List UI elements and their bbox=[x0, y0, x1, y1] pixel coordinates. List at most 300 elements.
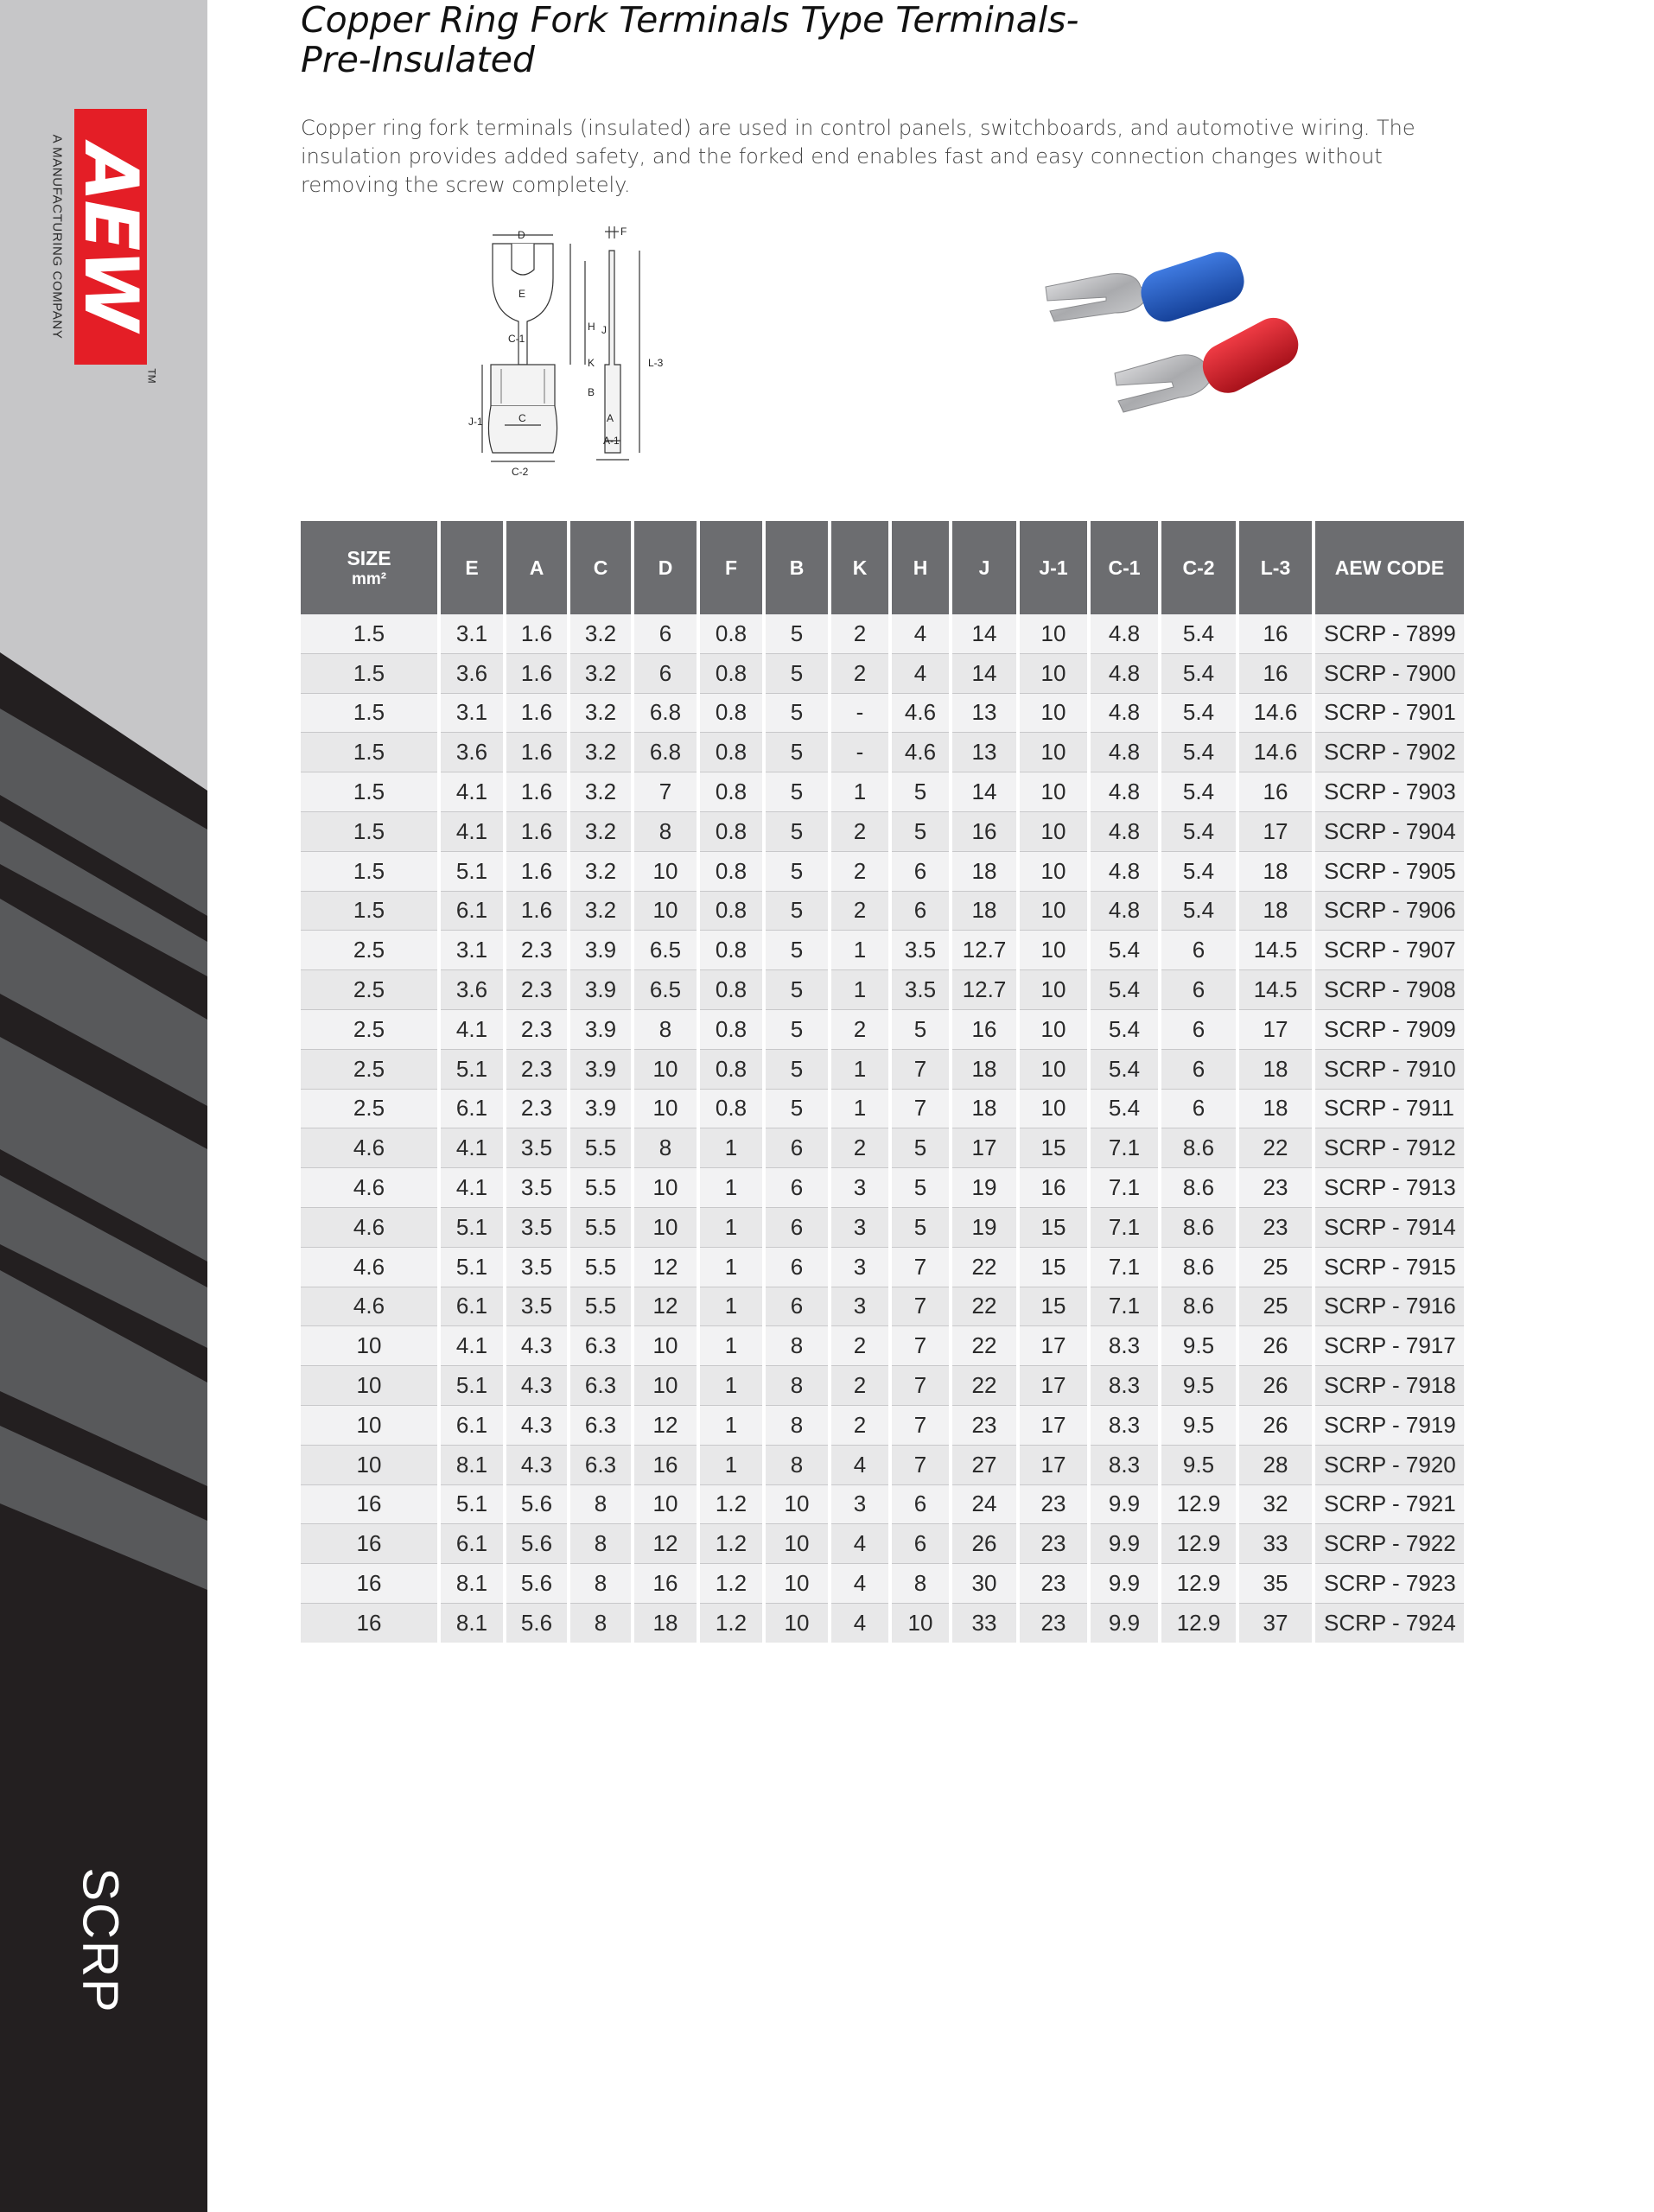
cell-f: 0.8 bbox=[700, 1049, 762, 1089]
header-c2: C-2 bbox=[1161, 521, 1236, 614]
cell-a: 2.3 bbox=[506, 1009, 567, 1049]
cell-code: SCRP - 7905 bbox=[1315, 851, 1464, 891]
table-row bbox=[301, 969, 1464, 1009]
cell-k: 2 bbox=[831, 811, 888, 851]
cell-b: 8 bbox=[766, 1365, 828, 1405]
cell-j: 26 bbox=[952, 1523, 1016, 1563]
intro-paragraph: Copper ring fork terminals (insulated) are used in control panels, switchboards, and automotive wiring. The insulation provides added safety, and the forked end enables fast and easy connection changes without removing the screw completely. bbox=[301, 116, 1415, 197]
cell-h: 5 bbox=[892, 1167, 949, 1207]
cell-j: 30 bbox=[952, 1563, 1016, 1603]
cell-size: 2.5 bbox=[301, 969, 437, 1009]
cell-e: 6.1 bbox=[441, 1523, 503, 1563]
cell-k: 4 bbox=[831, 1445, 888, 1484]
cell-j: 22 bbox=[952, 1287, 1016, 1326]
cell-j1: 10 bbox=[1020, 772, 1087, 811]
cell-j1: 10 bbox=[1020, 732, 1087, 772]
cell-k: 2 bbox=[831, 1405, 888, 1445]
cell-c: 5.5 bbox=[570, 1247, 631, 1287]
cell-l3: 28 bbox=[1239, 1445, 1312, 1484]
cell-c: 3.2 bbox=[570, 653, 631, 693]
cell-j: 27 bbox=[952, 1445, 1016, 1484]
cell-d: 12 bbox=[634, 1405, 697, 1445]
cell-j1: 10 bbox=[1020, 891, 1087, 931]
cell-d: 8 bbox=[634, 1009, 697, 1049]
cell-code: SCRP - 7919 bbox=[1315, 1405, 1464, 1445]
table-row bbox=[301, 1603, 1464, 1643]
cell-c1: 9.9 bbox=[1091, 1603, 1158, 1643]
cell-c1: 9.9 bbox=[1091, 1484, 1158, 1524]
table-row bbox=[301, 1247, 1464, 1287]
cell-c: 3.2 bbox=[570, 851, 631, 891]
cell-k: - bbox=[831, 732, 888, 772]
cell-j: 13 bbox=[952, 693, 1016, 733]
cell-code: SCRP - 7900 bbox=[1315, 653, 1464, 693]
header-f: F bbox=[700, 521, 762, 614]
cell-j: 22 bbox=[952, 1365, 1016, 1405]
cell-j1: 15 bbox=[1020, 1287, 1087, 1326]
cell-code: SCRP - 7924 bbox=[1315, 1603, 1464, 1643]
table-row bbox=[301, 811, 1464, 851]
table-row bbox=[301, 891, 1464, 931]
cell-c1: 4.8 bbox=[1091, 851, 1158, 891]
cell-e: 3.1 bbox=[441, 614, 503, 653]
cell-f: 1 bbox=[700, 1405, 762, 1445]
cell-c: 5.5 bbox=[570, 1128, 631, 1167]
cell-l3: 26 bbox=[1239, 1365, 1312, 1405]
cell-a: 5.6 bbox=[506, 1603, 567, 1643]
table-row bbox=[301, 1365, 1464, 1405]
cell-code: SCRP - 7923 bbox=[1315, 1563, 1464, 1603]
blue-terminal bbox=[1046, 246, 1250, 327]
cell-b: 5 bbox=[766, 930, 828, 969]
cell-size: 2.5 bbox=[301, 1009, 437, 1049]
cell-l3: 32 bbox=[1239, 1484, 1312, 1524]
cell-j1: 10 bbox=[1020, 614, 1087, 653]
cell-d: 10 bbox=[634, 891, 697, 931]
cell-l3: 23 bbox=[1239, 1167, 1312, 1207]
cell-f: 1 bbox=[700, 1247, 762, 1287]
header-j: J bbox=[952, 521, 1016, 614]
header-h: H bbox=[892, 521, 949, 614]
cell-c: 3.2 bbox=[570, 811, 631, 851]
cell-c: 3.9 bbox=[570, 969, 631, 1009]
table-row bbox=[301, 1405, 1464, 1445]
cell-k: 1 bbox=[831, 969, 888, 1009]
header-j1: J-1 bbox=[1020, 521, 1087, 614]
cell-b: 5 bbox=[766, 1089, 828, 1128]
cell-f: 1 bbox=[700, 1287, 762, 1326]
cell-l3: 18 bbox=[1239, 1049, 1312, 1089]
cell-size: 1.5 bbox=[301, 851, 437, 891]
cell-l3: 14.5 bbox=[1239, 930, 1312, 969]
cell-size: 1.5 bbox=[301, 772, 437, 811]
cell-h: 4.6 bbox=[892, 693, 949, 733]
cell-e: 6.1 bbox=[441, 891, 503, 931]
cell-h: 4.6 bbox=[892, 732, 949, 772]
cell-code: SCRP - 7909 bbox=[1315, 1009, 1464, 1049]
cell-h: 3.5 bbox=[892, 969, 949, 1009]
header-size-label: SIZE bbox=[347, 546, 391, 569]
cell-j: 22 bbox=[952, 1325, 1016, 1365]
cell-f: 1 bbox=[700, 1445, 762, 1484]
cell-d: 8 bbox=[634, 811, 697, 851]
cell-b: 10 bbox=[766, 1603, 828, 1643]
cell-size: 2.5 bbox=[301, 930, 437, 969]
cell-h: 4 bbox=[892, 614, 949, 653]
cell-e: 3.1 bbox=[441, 693, 503, 733]
cell-e: 3.6 bbox=[441, 653, 503, 693]
header-a: A bbox=[506, 521, 567, 614]
cell-f: 0.8 bbox=[700, 851, 762, 891]
cell-code: SCRP - 7907 bbox=[1315, 930, 1464, 969]
cell-j1: 15 bbox=[1020, 1207, 1087, 1247]
cell-e: 6.1 bbox=[441, 1287, 503, 1326]
cell-h: 6 bbox=[892, 1484, 949, 1524]
cell-a: 3.5 bbox=[506, 1128, 567, 1167]
header-size-unit: mm² bbox=[351, 569, 387, 588]
table-row bbox=[301, 851, 1464, 891]
cell-f: 0.8 bbox=[700, 772, 762, 811]
cell-b: 6 bbox=[766, 1128, 828, 1167]
cell-e: 3.6 bbox=[441, 732, 503, 772]
cell-f: 1 bbox=[700, 1207, 762, 1247]
table-row bbox=[301, 653, 1464, 693]
cell-c2: 12.9 bbox=[1161, 1484, 1236, 1524]
cell-c1: 7.1 bbox=[1091, 1287, 1158, 1326]
cell-code: SCRP - 7915 bbox=[1315, 1247, 1464, 1287]
cell-c1: 4.8 bbox=[1091, 732, 1158, 772]
header-b: B bbox=[766, 521, 828, 614]
cell-j1: 10 bbox=[1020, 693, 1087, 733]
cell-h: 7 bbox=[892, 1287, 949, 1326]
diagram-label-e: E bbox=[518, 288, 526, 300]
diagram-label-f: F bbox=[620, 226, 627, 238]
header-e: E bbox=[441, 521, 503, 614]
table-row bbox=[301, 1128, 1464, 1167]
cell-size: 1.5 bbox=[301, 693, 437, 733]
cell-f: 0.8 bbox=[700, 653, 762, 693]
cell-d: 10 bbox=[634, 851, 697, 891]
cell-size: 16 bbox=[301, 1563, 437, 1603]
cell-e: 5.1 bbox=[441, 1207, 503, 1247]
cell-h: 3.5 bbox=[892, 930, 949, 969]
table-body bbox=[301, 614, 1464, 1643]
cell-c1: 4.8 bbox=[1091, 614, 1158, 653]
table-row bbox=[301, 1325, 1464, 1365]
cell-c2: 9.5 bbox=[1161, 1325, 1236, 1365]
cell-d: 10 bbox=[634, 1207, 697, 1247]
header-size bbox=[301, 521, 437, 614]
table-row bbox=[301, 1009, 1464, 1049]
cell-k: 2 bbox=[831, 653, 888, 693]
cell-e: 5.1 bbox=[441, 1049, 503, 1089]
cell-k: 2 bbox=[831, 1365, 888, 1405]
cell-a: 3.5 bbox=[506, 1287, 567, 1326]
cell-c1: 8.3 bbox=[1091, 1365, 1158, 1405]
cell-c2: 5.4 bbox=[1161, 851, 1236, 891]
cell-c1: 7.1 bbox=[1091, 1128, 1158, 1167]
cell-a: 5.6 bbox=[506, 1484, 567, 1524]
diagram-label-a1: A-1 bbox=[603, 435, 620, 447]
cell-code: SCRP - 7901 bbox=[1315, 693, 1464, 733]
cell-b: 6 bbox=[766, 1167, 828, 1207]
cell-a: 1.6 bbox=[506, 653, 567, 693]
cell-c2: 8.6 bbox=[1161, 1167, 1236, 1207]
cell-l3: 23 bbox=[1239, 1207, 1312, 1247]
cell-c1: 5.4 bbox=[1091, 1049, 1158, 1089]
cell-c1: 7.1 bbox=[1091, 1207, 1158, 1247]
cell-k: 4 bbox=[831, 1563, 888, 1603]
cell-code: SCRP - 7911 bbox=[1315, 1089, 1464, 1128]
cell-c: 5.5 bbox=[570, 1207, 631, 1247]
cell-a: 1.6 bbox=[506, 891, 567, 931]
fork-terminal-photo-icon bbox=[1028, 226, 1314, 451]
cell-k: 2 bbox=[831, 1128, 888, 1167]
cell-e: 6.1 bbox=[441, 1089, 503, 1128]
cell-j1: 15 bbox=[1020, 1247, 1087, 1287]
cell-c2: 6 bbox=[1161, 930, 1236, 969]
title-line-1: Copper Ring Fork Terminals Type Terminals- bbox=[301, 0, 1079, 41]
cell-d: 7 bbox=[634, 772, 697, 811]
cell-c1: 7.1 bbox=[1091, 1247, 1158, 1287]
cell-h: 4 bbox=[892, 653, 949, 693]
cell-f: 0.8 bbox=[700, 1089, 762, 1128]
cell-size: 1.5 bbox=[301, 811, 437, 851]
cell-a: 3.5 bbox=[506, 1207, 567, 1247]
cell-j1: 23 bbox=[1020, 1523, 1087, 1563]
cell-a: 2.3 bbox=[506, 969, 567, 1009]
brand-sidebar bbox=[0, 0, 207, 2212]
cell-b: 5 bbox=[766, 614, 828, 653]
cell-size: 10 bbox=[301, 1445, 437, 1484]
cell-b: 10 bbox=[766, 1523, 828, 1563]
cell-a: 5.6 bbox=[506, 1523, 567, 1563]
cell-size: 10 bbox=[301, 1325, 437, 1365]
cell-k: - bbox=[831, 693, 888, 733]
cell-e: 3.1 bbox=[441, 930, 503, 969]
cell-c2: 6 bbox=[1161, 1089, 1236, 1128]
cell-k: 4 bbox=[831, 1523, 888, 1563]
cell-c: 3.2 bbox=[570, 614, 631, 653]
cell-j: 12.7 bbox=[952, 930, 1016, 969]
cell-b: 5 bbox=[766, 969, 828, 1009]
cell-a: 1.6 bbox=[506, 811, 567, 851]
cell-k: 1 bbox=[831, 1089, 888, 1128]
cell-c2: 6 bbox=[1161, 969, 1236, 1009]
cell-j: 18 bbox=[952, 1089, 1016, 1128]
cell-c: 5.5 bbox=[570, 1287, 631, 1326]
cell-c1: 4.8 bbox=[1091, 693, 1158, 733]
cell-f: 1 bbox=[700, 1325, 762, 1365]
cell-c2: 6 bbox=[1161, 1049, 1236, 1089]
cell-c1: 4.8 bbox=[1091, 653, 1158, 693]
cell-c: 3.2 bbox=[570, 772, 631, 811]
cell-k: 3 bbox=[831, 1167, 888, 1207]
cell-c2: 8.6 bbox=[1161, 1247, 1236, 1287]
cell-l3: 35 bbox=[1239, 1563, 1312, 1603]
cell-a: 3.5 bbox=[506, 1167, 567, 1207]
cell-j: 19 bbox=[952, 1207, 1016, 1247]
cell-c1: 5.4 bbox=[1091, 969, 1158, 1009]
cell-code: SCRP - 7913 bbox=[1315, 1167, 1464, 1207]
cell-h: 5 bbox=[892, 1128, 949, 1167]
cell-c: 3.9 bbox=[570, 1009, 631, 1049]
cell-h: 5 bbox=[892, 1207, 949, 1247]
cell-c1: 4.8 bbox=[1091, 772, 1158, 811]
cell-d: 10 bbox=[634, 1325, 697, 1365]
cell-j: 13 bbox=[952, 732, 1016, 772]
cell-d: 10 bbox=[634, 1365, 697, 1405]
cell-j1: 10 bbox=[1020, 653, 1087, 693]
diagram-label-l3: L-3 bbox=[648, 357, 664, 369]
cell-h: 7 bbox=[892, 1089, 949, 1128]
cell-f: 1.2 bbox=[700, 1603, 762, 1643]
cell-f: 1 bbox=[700, 1167, 762, 1207]
cell-h: 8 bbox=[892, 1563, 949, 1603]
cell-l3: 18 bbox=[1239, 891, 1312, 931]
cell-l3: 16 bbox=[1239, 772, 1312, 811]
cell-c2: 5.4 bbox=[1161, 732, 1236, 772]
brand-logo: AEW bbox=[67, 143, 154, 330]
cell-c: 8 bbox=[570, 1563, 631, 1603]
cell-e: 4.1 bbox=[441, 1128, 503, 1167]
cell-c: 8 bbox=[570, 1523, 631, 1563]
cell-size: 4.6 bbox=[301, 1167, 437, 1207]
cell-b: 10 bbox=[766, 1563, 828, 1603]
cell-e: 4.1 bbox=[441, 1167, 503, 1207]
cell-k: 1 bbox=[831, 1049, 888, 1089]
cell-code: SCRP - 7908 bbox=[1315, 969, 1464, 1009]
cell-l3: 17 bbox=[1239, 811, 1312, 851]
cell-a: 2.3 bbox=[506, 930, 567, 969]
cell-b: 10 bbox=[766, 1484, 828, 1524]
cell-h: 10 bbox=[892, 1603, 949, 1643]
cell-l3: 26 bbox=[1239, 1405, 1312, 1445]
cell-f: 0.8 bbox=[700, 891, 762, 931]
cell-code: SCRP - 7920 bbox=[1315, 1445, 1464, 1484]
cell-e: 3.6 bbox=[441, 969, 503, 1009]
cell-b: 5 bbox=[766, 772, 828, 811]
trademark-mark: TM bbox=[145, 368, 158, 384]
cell-d: 10 bbox=[634, 1049, 697, 1089]
cell-j1: 16 bbox=[1020, 1167, 1087, 1207]
cell-size: 2.5 bbox=[301, 1089, 437, 1128]
cell-k: 3 bbox=[831, 1287, 888, 1326]
cell-b: 5 bbox=[766, 1009, 828, 1049]
table-row bbox=[301, 1089, 1464, 1128]
cell-e: 4.1 bbox=[441, 1009, 503, 1049]
cell-b: 5 bbox=[766, 811, 828, 851]
cell-d: 10 bbox=[634, 1484, 697, 1524]
cell-j1: 10 bbox=[1020, 811, 1087, 851]
spec-table bbox=[297, 521, 1467, 1643]
cell-d: 8 bbox=[634, 1128, 697, 1167]
cell-l3: 33 bbox=[1239, 1523, 1312, 1563]
cell-f: 1 bbox=[700, 1128, 762, 1167]
cell-c1: 4.8 bbox=[1091, 811, 1158, 851]
cell-c: 6.3 bbox=[570, 1365, 631, 1405]
cell-b: 8 bbox=[766, 1445, 828, 1484]
cell-a: 2.3 bbox=[506, 1049, 567, 1089]
cell-f: 0.8 bbox=[700, 614, 762, 653]
cell-code: SCRP - 7921 bbox=[1315, 1484, 1464, 1524]
cell-k: 2 bbox=[831, 1325, 888, 1365]
cell-e: 8.1 bbox=[441, 1563, 503, 1603]
cell-a: 1.6 bbox=[506, 851, 567, 891]
cell-a: 4.3 bbox=[506, 1365, 567, 1405]
cell-h: 7 bbox=[892, 1445, 949, 1484]
table-row bbox=[301, 1207, 1464, 1247]
cell-code: SCRP - 7922 bbox=[1315, 1523, 1464, 1563]
cell-size: 1.5 bbox=[301, 614, 437, 653]
cell-code: SCRP - 7917 bbox=[1315, 1325, 1464, 1365]
cell-l3: 37 bbox=[1239, 1603, 1312, 1643]
cell-j1: 17 bbox=[1020, 1405, 1087, 1445]
cell-h: 5 bbox=[892, 772, 949, 811]
cell-c1: 9.9 bbox=[1091, 1563, 1158, 1603]
cell-a: 1.6 bbox=[506, 732, 567, 772]
cell-a: 5.6 bbox=[506, 1563, 567, 1603]
cell-size: 4.6 bbox=[301, 1128, 437, 1167]
table-row bbox=[301, 1445, 1464, 1484]
cell-j1: 10 bbox=[1020, 851, 1087, 891]
cell-e: 5.1 bbox=[441, 851, 503, 891]
cell-size: 2.5 bbox=[301, 1049, 437, 1089]
cell-j1: 23 bbox=[1020, 1484, 1087, 1524]
cell-size: 4.6 bbox=[301, 1207, 437, 1247]
cell-j1: 10 bbox=[1020, 930, 1087, 969]
cell-size: 1.5 bbox=[301, 732, 437, 772]
cell-k: 1 bbox=[831, 930, 888, 969]
cell-l3: 14.6 bbox=[1239, 693, 1312, 733]
cell-b: 5 bbox=[766, 732, 828, 772]
cell-e: 5.1 bbox=[441, 1247, 503, 1287]
cell-d: 12 bbox=[634, 1523, 697, 1563]
cell-size: 10 bbox=[301, 1365, 437, 1405]
cell-c: 3.9 bbox=[570, 930, 631, 969]
cell-size: 10 bbox=[301, 1405, 437, 1445]
table-header-row bbox=[301, 521, 1464, 614]
cell-l3: 22 bbox=[1239, 1128, 1312, 1167]
cell-c1: 4.8 bbox=[1091, 891, 1158, 931]
cell-h: 6 bbox=[892, 1523, 949, 1563]
cell-size: 16 bbox=[301, 1523, 437, 1563]
cell-d: 6 bbox=[634, 614, 697, 653]
cell-j1: 10 bbox=[1020, 969, 1087, 1009]
table-row bbox=[301, 1049, 1464, 1089]
cell-c2: 5.4 bbox=[1161, 653, 1236, 693]
cell-c: 8 bbox=[570, 1603, 631, 1643]
table-row bbox=[301, 1287, 1464, 1326]
cell-j1: 23 bbox=[1020, 1563, 1087, 1603]
table-row bbox=[301, 614, 1464, 653]
cell-c: 6.3 bbox=[570, 1405, 631, 1445]
cell-l3: 18 bbox=[1239, 1089, 1312, 1128]
cell-code: SCRP - 7910 bbox=[1315, 1049, 1464, 1089]
cell-c2: 12.9 bbox=[1161, 1523, 1236, 1563]
red-terminal bbox=[1115, 310, 1306, 412]
cell-e: 4.1 bbox=[441, 772, 503, 811]
cell-d: 6.5 bbox=[634, 969, 697, 1009]
cell-code: SCRP - 7914 bbox=[1315, 1207, 1464, 1247]
cell-e: 5.1 bbox=[441, 1365, 503, 1405]
cell-e: 8.1 bbox=[441, 1445, 503, 1484]
cell-size: 16 bbox=[301, 1484, 437, 1524]
cell-l3: 16 bbox=[1239, 653, 1312, 693]
cell-b: 5 bbox=[766, 851, 828, 891]
cell-c: 3.2 bbox=[570, 891, 631, 931]
cell-f: 0.8 bbox=[700, 969, 762, 1009]
